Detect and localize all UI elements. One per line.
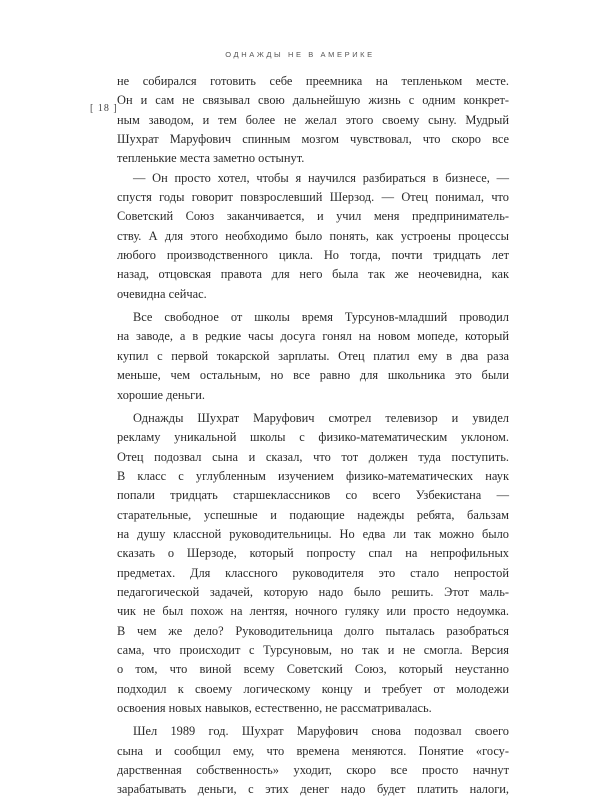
text-line: В чем же дело? Руководительница долго пыталась разобраться <box>117 623 509 638</box>
text-line: купил с первой токарской зарплаты. Отец платил ему в два раза <box>117 348 509 363</box>
text-line: Шухрат Маруфович спинным мозгом чувствовал, что скоро все <box>117 132 509 147</box>
text-line: Шел 1989 год. Шухрат Маруфович снова подозвал своего <box>133 724 509 739</box>
text-line: предметах. Для классного руководителя это стало непростой <box>117 565 509 580</box>
text-line: тепленькие места заметно остынут. <box>117 151 305 166</box>
text-line: подходил к своему логическому концу и требует от молодежи <box>117 681 509 696</box>
paragraph <box>117 308 509 405</box>
text-line: В класс с углубленным изучением физико-математических наук <box>117 468 509 483</box>
running-header-title: ОДНАЖДЫ НЕ В АМЕРИКЕ <box>225 50 375 59</box>
paragraph <box>117 722 509 799</box>
text-line: о том, что виной всему Советский Союз, который неустанно <box>117 662 509 677</box>
text-line: назад, отцовская правота для него была так же неочевидна, как <box>117 267 509 282</box>
text-line: освоения новых навыков, естественно, не рассматривалась. <box>117 701 432 715</box>
text-line: сама, что происходит с Турсуновым, но так и не смогла. Версия <box>117 642 509 657</box>
paragraph <box>117 169 509 304</box>
text-line: Отец подозвал сына и сказал, что тот должен туда поступить. <box>117 449 509 464</box>
text-line: на заводе, а в редкие часы досуга гонял на новом мопеде, который <box>117 329 509 344</box>
text-line: очевидна сейчас. <box>117 286 207 301</box>
text-line: меньше, чем остальным, но все равно для школьника это были <box>117 368 509 383</box>
text-line: сказать о Шерзоде, который попросту спал на непрофильных <box>117 546 509 561</box>
text-line: Он и сам не связывал свою дальнейшую жизнь с одним конкрет- <box>117 93 509 108</box>
text-line: на душу классной руководительницы. Но едва ли так можно было <box>117 526 509 541</box>
text-line: Советский Союз заканчивается, и учил меня предприниматель- <box>117 209 509 224</box>
text-line: Все свободное от школы время Турсунов-младший проводил <box>133 310 509 325</box>
text-line: педагогической задачей, которую надо было решить. Этот маль- <box>117 584 509 599</box>
text-line: чик не был похож на лентяя, ночного гуляку или просто недоумка. <box>117 604 509 619</box>
text-line: ству. А для этого необходимо было понять, как устроены процессы <box>117 228 509 243</box>
text-line: любого производственного цикла. Но тогда, почти тридцать лет <box>117 248 509 263</box>
text-line: не собирался готовить себе преемника на тепленьком месте. <box>117 74 509 88</box>
text-line: зарабатывать деньги, с этих денег надо будет платить налоги, <box>117 782 509 797</box>
paragraph <box>117 72 509 169</box>
text-line: дарственная собственность» уходит, скоро все просто начнут <box>117 763 509 778</box>
text-line: спустя годы говорит повзрослевший Шерзод. — Отец понимал, что <box>117 190 509 205</box>
text-line: Однажды Шухрат Маруфович смотрел телевизор и увидел <box>133 410 509 425</box>
page-number: [ 18 ] <box>90 103 118 114</box>
text-line: хорошие деньги. <box>117 387 205 402</box>
paragraph <box>117 409 509 719</box>
text-line: — Он просто хотел, чтобы я научился разбираться в бизнесе, — <box>133 170 509 185</box>
text-line: сына и сообщил ему, что времена меняются. Понятие «госу- <box>117 743 509 758</box>
body-text <box>117 72 509 800</box>
text-line: попали тридцать старшеклассников со всего Узбекистана — <box>117 488 509 503</box>
text-line: ным заводом, и тем более не желал этого своему сыну. Мудрый <box>117 112 509 127</box>
text-line: старательные, успешные и подающие надежды ребята, бальзам <box>117 507 509 522</box>
text-line: рекламу уникальной школы с физико-математическим уклоном. <box>117 430 509 445</box>
